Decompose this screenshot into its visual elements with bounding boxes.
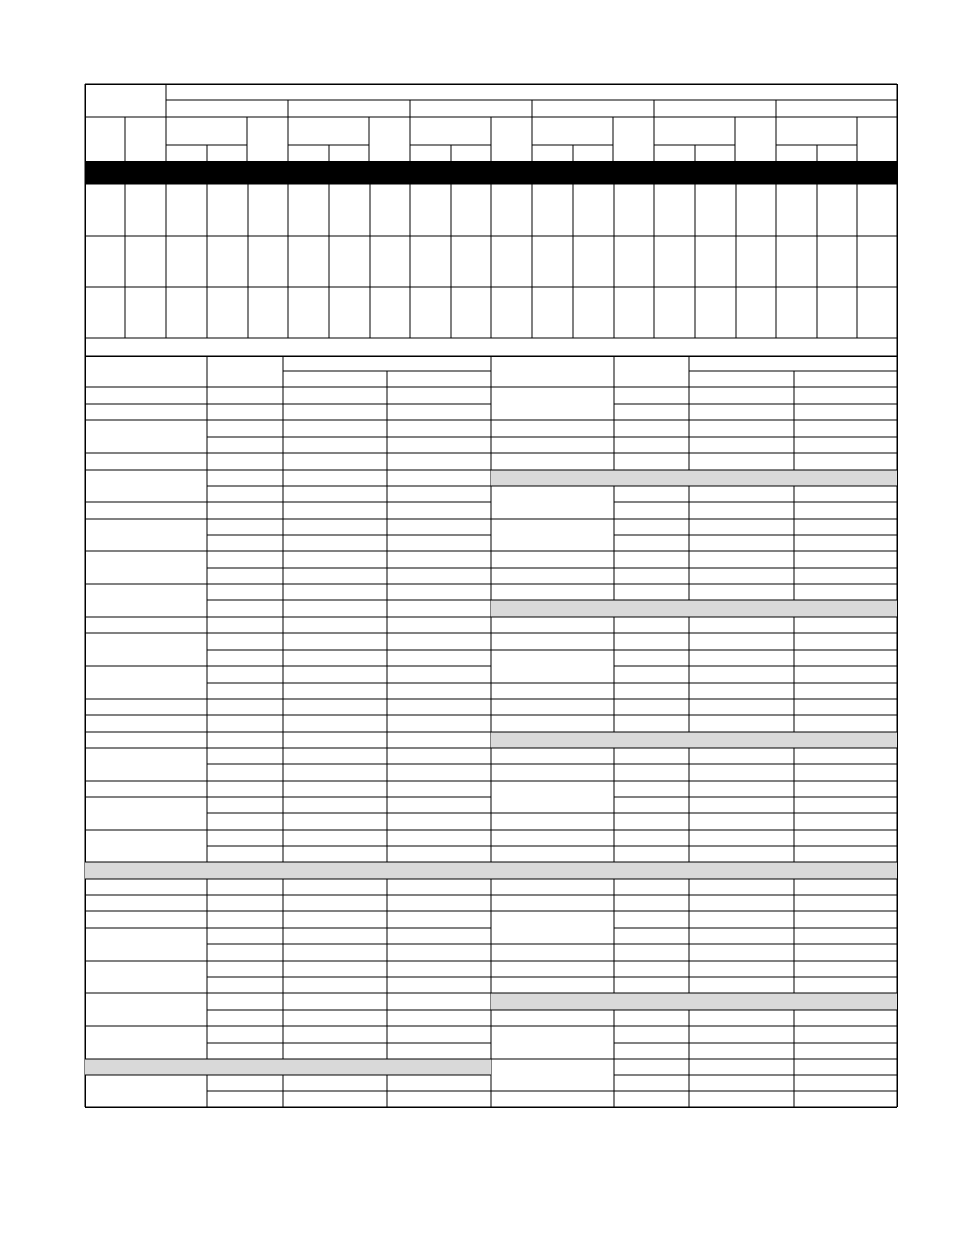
left-shaded-band <box>85 1059 491 1075</box>
right-shaded-band <box>491 732 897 748</box>
right-shaded-band <box>491 600 897 617</box>
right-shaded-band <box>491 862 897 879</box>
right-shaded-band <box>491 470 897 486</box>
left-shaded-band <box>85 862 491 879</box>
right-shaded-band <box>491 993 897 1010</box>
upper-table-black-band <box>85 161 897 184</box>
